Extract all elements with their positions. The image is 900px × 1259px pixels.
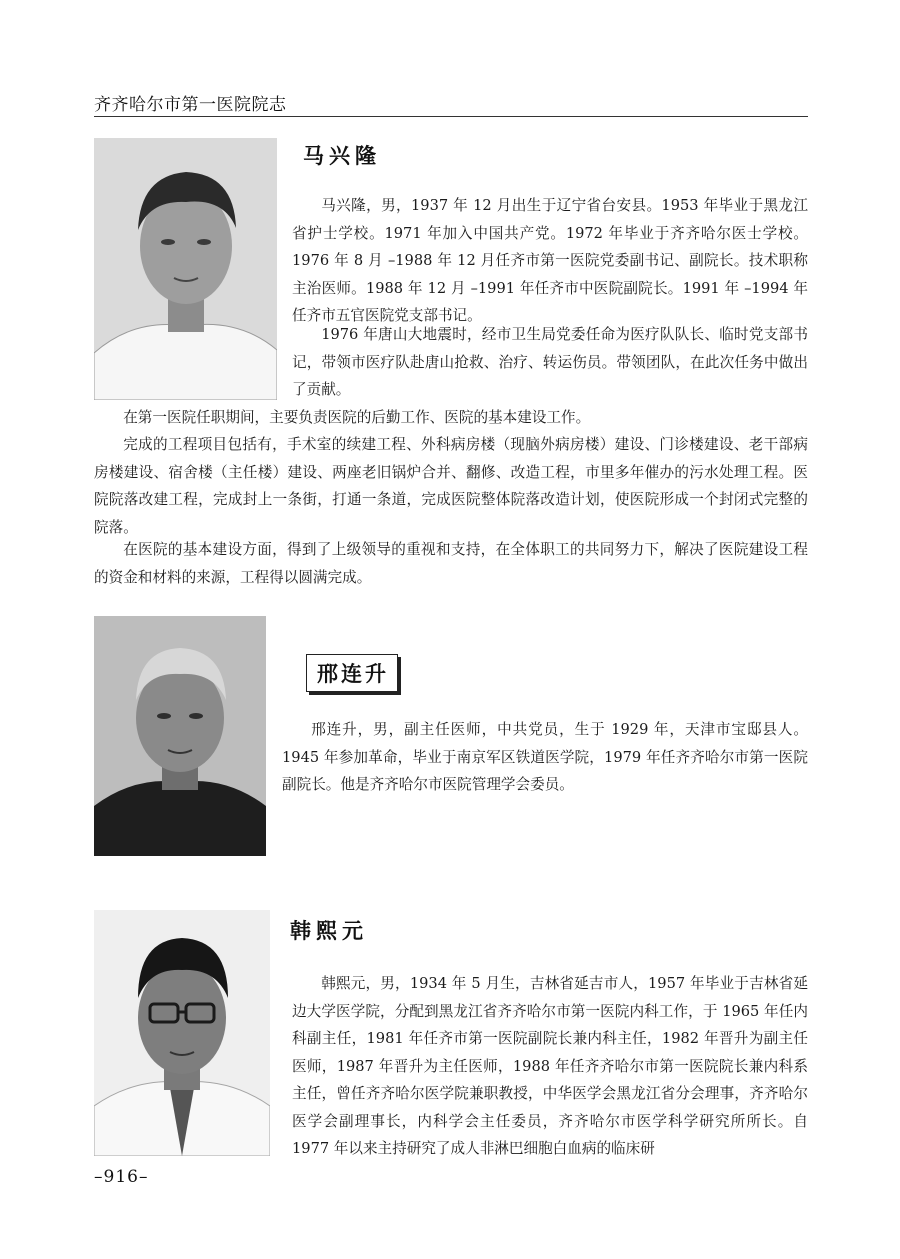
portrait-photo-2 bbox=[94, 616, 266, 856]
entry-2-paragraph-1: 邢连升，男，副主任医师，中共党员，生于 1929 年，天津市宝邸县人。1945 年参加革命，毕业于南京军区铁道医学院，1979 年任齐齐哈尔市第一医院副院长。他是齐齐哈尔市医院管理学会委员。 bbox=[282, 721, 808, 793]
entry-1-paragraph-5: 在医院的基本建设方面，得到了上级领导的重视和支持，在全体职工的共同努力下，解决了医院建设工程的资金和材料的来源，工程得以圆满完成。 bbox=[94, 541, 808, 586]
portrait-photo-1 bbox=[94, 138, 277, 400]
entry-3-paragraph-1: 韩熙元，男，1934 年 5 月生，吉林省延吉市人，1957 年毕业于吉林省延边大学医学院，分配到黑龙江省齐齐哈尔市第一医院内科工作，于 1965 年任内科副主任，1981 年任齐市第一医院副院长兼内科主任，1982 年晋升为副主任医师，1987 年晋升为主任医师，1988 年任齐齐哈尔市第一医院院长兼内科系主任，曾任齐齐哈尔医学院兼职教授，中华医学会黑龙江省分会理事，齐齐哈尔医学会副理事长，内科学会主任委员，齐齐哈尔市医学科学研究所所长。自 1977 年以来主持研究了成人非淋巴细胞白血病的临床研 bbox=[292, 975, 808, 1157]
entry-2-name: 邢连升 bbox=[306, 654, 398, 692]
page-number: –916– bbox=[94, 1167, 149, 1187]
entry-1-paragraph-2: 1976 年唐山大地震时，经市卫生局党委任命为医疗队队长、临时党支部书记，带领市医疗队赴唐山抢救、治疗、转运伤员。带领团队，在此次任务中做出了贡献。 bbox=[292, 326, 808, 398]
entry-3-name: 韩熙元 bbox=[290, 918, 368, 943]
running-title: 齐齐哈尔市第一医院院志 bbox=[94, 95, 287, 115]
portrait-photo-3 bbox=[94, 910, 270, 1156]
entry-1-paragraph-4: 完成的工程项目包括有，手术室的续建工程、外科病房楼（现脑外病房楼）建设、门诊楼建设、老干部病房楼建设、宿舍楼（主任楼）建设、两座老旧锅炉合并、翻修、改造工程，市里多年催办的污水处理工程。医院院落改建工程，完成封上一条街，打通一条道，完成医院整体院落改造计划，使医院形成一个封闭式完整的院落。 bbox=[94, 436, 808, 536]
entry-1-paragraph-1: 马兴隆，男，1937 年 12 月出生于辽宁省台安县。1953 年毕业于黑龙江省护士学校。1971 年加入中国共产党。1972 年毕业于齐齐哈尔医士学校。1976 年 8 月 –1988 年 12 月任齐市第一医院党委副书记、副院长。技术职称主治医师。1988 年 12 月 –1991 年任齐市中医院副院长。1991 年 –1994 年任齐市五官医院党支部书记。 bbox=[292, 197, 808, 324]
entry-1-paragraph-3: 在第一医院任职期间，主要负责医院的后勤工作、医院的基本建设工作。 bbox=[123, 409, 591, 426]
header-rule bbox=[94, 116, 808, 117]
entry-1-name: 马兴隆 bbox=[303, 143, 381, 168]
